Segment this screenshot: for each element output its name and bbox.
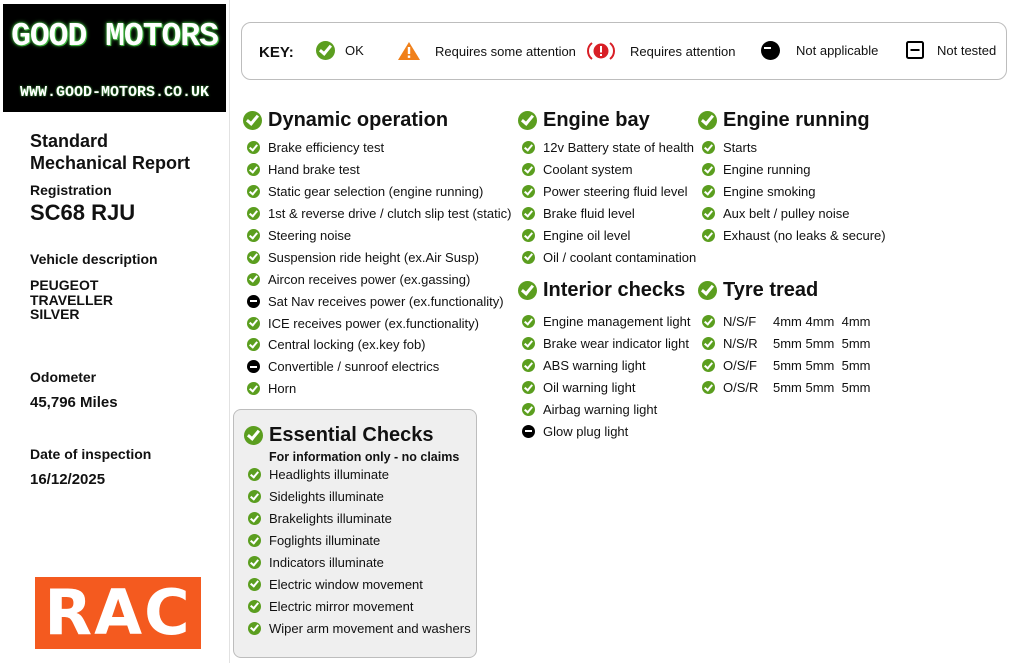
tyre-position: O/S/R (723, 380, 759, 396)
good-motors-logo (3, 4, 226, 112)
check-item (522, 137, 696, 159)
ok-check-icon (247, 185, 260, 198)
check-item (247, 137, 511, 159)
key-attention-label: Requires attention (630, 43, 736, 59)
section-check-icon (518, 111, 537, 130)
status-key (241, 22, 1007, 80)
odometer-value: 45,796 Miles (30, 394, 118, 411)
essential-checks-list (248, 464, 471, 639)
ok-check-icon (522, 185, 535, 198)
check-item-label: ICE receives power (ex.functionality) (268, 315, 479, 331)
check-item-label: Brake fluid level (543, 206, 635, 222)
dynamic-operation-list (247, 137, 511, 400)
not-applicable-icon (522, 425, 535, 438)
tyre-position: N/S/F (723, 314, 757, 330)
key-not-applicable-label: Not applicable (796, 43, 879, 58)
ok-check-icon (522, 337, 535, 350)
tyre-tread-title: Tyre tread (698, 278, 871, 302)
ok-check-icon (248, 622, 261, 635)
check-item (248, 617, 471, 639)
check-item (702, 203, 886, 225)
check-item (522, 420, 690, 442)
check-item (247, 181, 511, 203)
ok-check-icon (248, 556, 261, 569)
check-item (522, 377, 690, 399)
vehicle-make: PEUGEOT (30, 277, 99, 293)
ok-check-icon (247, 382, 260, 395)
ok-check-icon (247, 229, 260, 242)
check-item (248, 573, 471, 595)
key-not-tested-label: Not tested (937, 42, 997, 58)
check-item-label: Wiper arm movement and washers (269, 620, 471, 636)
check-item-label: Suspension ride height (ex.Air Susp) (268, 249, 480, 265)
check-item (522, 355, 690, 377)
check-item-label: Electric window movement (269, 576, 423, 592)
ok-check-icon (247, 338, 260, 351)
check-item (248, 486, 471, 508)
tyre-tread-section (698, 278, 871, 399)
ok-check-icon (522, 381, 535, 394)
ok-check-icon (247, 251, 260, 264)
ok-check-icon (702, 315, 715, 328)
check-item (247, 312, 511, 334)
check-item (248, 595, 471, 617)
check-item-label: Foglights illuminate (269, 533, 381, 549)
check-item (247, 225, 511, 247)
essential-checks-panel (233, 409, 477, 658)
warning-triangle-icon (397, 41, 421, 61)
check-item (702, 137, 886, 159)
dynamic-operation-title: Dynamic operation (243, 108, 511, 132)
check-item-label: Steering noise (268, 228, 352, 243)
key-some-attention (397, 41, 576, 61)
not-applicable-icon (761, 41, 780, 60)
report-title-line1: Standard (30, 131, 109, 151)
report-title-line2: Mechanical Report (30, 153, 191, 173)
ok-check-icon (247, 141, 260, 154)
check-item (247, 378, 511, 400)
vehicle-description (30, 278, 113, 322)
check-item-label: 1st & reverse drive / clutch slip test (static) (268, 206, 512, 222)
check-item-label: Sidelights illuminate (269, 489, 384, 505)
key-ok-label: OK (345, 43, 364, 58)
check-item (522, 311, 690, 333)
check-item-label: Horn (268, 381, 297, 397)
check-item (248, 530, 471, 552)
ok-check-icon (702, 359, 715, 372)
check-item (522, 203, 696, 225)
ok-check-icon (702, 163, 715, 176)
check-item-label: Oil / coolant contamination (543, 249, 697, 265)
not-tested-icon (906, 41, 924, 59)
logo-brand: GOOD MOTORS (11, 18, 218, 55)
engine-running-title: Engine running (698, 108, 886, 132)
tyre-tread-list (702, 311, 871, 399)
check-item (247, 203, 511, 225)
check-item (522, 246, 696, 268)
check-item-label: Sat Nav receives power (ex.functionality) (268, 293, 504, 309)
ok-check-icon (702, 185, 715, 198)
not-applicable-icon (247, 360, 260, 373)
check-item (522, 159, 696, 181)
check-item-label: Oil warning light (543, 380, 636, 396)
ok-check-icon (522, 229, 535, 242)
check-item (702, 159, 886, 181)
registration-label: Registration (30, 182, 112, 198)
tyre-position: O/S/F (723, 358, 757, 374)
check-item-label: Central locking (ex.key fob) (268, 337, 426, 353)
interior-checks-list (522, 311, 690, 442)
ok-check-icon (522, 315, 535, 328)
ok-check-icon (522, 207, 535, 220)
tyre-tread-values: 5mm 5mm 5mm (773, 380, 871, 396)
interior-checks-title: Interior checks (518, 278, 690, 302)
check-item-label: Static gear selection (engine running) (268, 184, 484, 200)
tyre-row (702, 355, 871, 377)
check-item-label: Power steering fluid level (543, 184, 688, 200)
tyre-position: N/S/R (723, 336, 758, 352)
interior-checks-section (518, 278, 690, 442)
check-item-label: Indicators illuminate (269, 555, 384, 570)
ok-check-icon (702, 229, 715, 242)
check-item-label: Starts (723, 140, 757, 156)
check-item-label: Convertible / sunroof electrics (268, 359, 440, 375)
check-item (522, 181, 696, 203)
check-item (248, 464, 471, 486)
essential-checks-title: Essential Checks (244, 423, 434, 447)
key-some-attention-label: Requires some attention (435, 43, 576, 59)
check-item (702, 181, 886, 203)
check-item-label: Engine smoking (723, 184, 816, 200)
ok-check-icon (702, 381, 715, 394)
sidebar (0, 0, 230, 663)
vehicle-model: TRAVELLER (30, 291, 113, 308)
dynamic-operation-section (243, 108, 511, 400)
attention-alert-icon (587, 40, 615, 62)
ok-check-icon (522, 251, 535, 264)
check-item (247, 246, 511, 268)
key-title: KEY: (259, 44, 294, 61)
check-item-label: Engine running (723, 162, 811, 178)
check-item (248, 508, 471, 530)
ok-check-icon (702, 141, 715, 154)
ok-check-icon (702, 337, 715, 350)
check-item-label: Brakelights illuminate (269, 511, 392, 527)
ok-check-icon (247, 317, 260, 330)
ok-check-icon (248, 534, 261, 547)
check-item-label: Headlights illuminate (269, 467, 389, 483)
inspection-date-label: Date of inspection (30, 446, 152, 462)
check-item (522, 333, 690, 355)
ok-check-icon (248, 578, 261, 591)
check-item-label: Airbag warning light (543, 402, 658, 417)
check-item (247, 356, 511, 378)
section-check-icon (244, 426, 263, 445)
check-item (247, 290, 511, 312)
check-item (247, 334, 511, 356)
inspection-date-value: 16/12/2025 (30, 471, 106, 488)
essential-checks-subtitle: For information only - no claims (269, 450, 460, 464)
tyre-row (702, 311, 871, 333)
check-item (702, 225, 886, 247)
odometer-label: Odometer (30, 369, 97, 385)
ok-check-icon (248, 512, 261, 525)
tyre-row (702, 377, 871, 399)
check-item-label: Engine management light (543, 314, 691, 330)
check-item (247, 268, 511, 290)
logo-url: WWW.GOOD-MOTORS.CO.UK (19, 84, 210, 101)
check-item-label: Exhaust (no leaks & secure) (723, 228, 886, 243)
check-item (247, 159, 511, 181)
ok-check-icon (248, 600, 261, 613)
key-not-tested (906, 41, 996, 59)
check-item-label: Electric mirror movement (269, 598, 414, 614)
engine-bay-section (518, 108, 696, 268)
key-not-applicable (761, 41, 878, 60)
ok-check-icon (522, 359, 535, 372)
check-item-label: 12v Battery state of health (543, 140, 695, 156)
section-check-icon (698, 111, 717, 130)
tyre-tread-values: 4mm 4mm 4mm (773, 314, 871, 330)
rac-logo: RAC (35, 577, 201, 649)
ok-check-icon (316, 41, 335, 60)
ok-check-icon (522, 141, 535, 154)
check-item (522, 225, 696, 247)
not-applicable-icon (247, 295, 260, 308)
check-item-label: ABS warning light (543, 358, 646, 374)
ok-check-icon (702, 207, 715, 220)
registration-value: SC68 RJU (30, 200, 136, 225)
ok-check-icon (247, 163, 260, 176)
check-item-label: Hand brake test (268, 162, 360, 178)
tyre-tread-values: 5mm 5mm 5mm (773, 358, 871, 374)
ok-check-icon (248, 468, 261, 481)
ok-check-icon (522, 403, 535, 416)
engine-bay-title: Engine bay (518, 108, 696, 132)
check-item-label: Brake wear indicator light (543, 336, 689, 352)
tyre-tread-values: 5mm 5mm 5mm (773, 336, 871, 352)
section-check-icon (518, 281, 537, 300)
ok-check-icon (248, 490, 261, 503)
check-item-label: Engine oil level (543, 228, 631, 243)
ok-check-icon (247, 273, 260, 286)
check-item-label: Brake efficiency test (268, 140, 385, 156)
section-check-icon (698, 281, 717, 300)
engine-running-section (698, 108, 886, 246)
key-ok (316, 41, 364, 60)
vehicle-description-label: Vehicle description (30, 251, 158, 267)
engine-bay-list (522, 137, 696, 268)
check-item (522, 399, 690, 421)
check-item (248, 552, 471, 574)
check-item-label: Coolant system (543, 162, 633, 178)
section-check-icon (243, 111, 262, 130)
tyre-row (702, 333, 871, 355)
check-item-label: Aircon receives power (ex.gassing) (268, 271, 471, 287)
vehicle-colour: SILVER (30, 306, 80, 322)
report-title (30, 130, 190, 174)
check-item-label: Aux belt / pulley noise (723, 206, 850, 222)
key-attention (587, 40, 736, 62)
ok-check-icon (522, 163, 535, 176)
check-item-label: Glow plug light (543, 423, 629, 439)
engine-running-list (702, 137, 886, 246)
ok-check-icon (247, 207, 260, 220)
